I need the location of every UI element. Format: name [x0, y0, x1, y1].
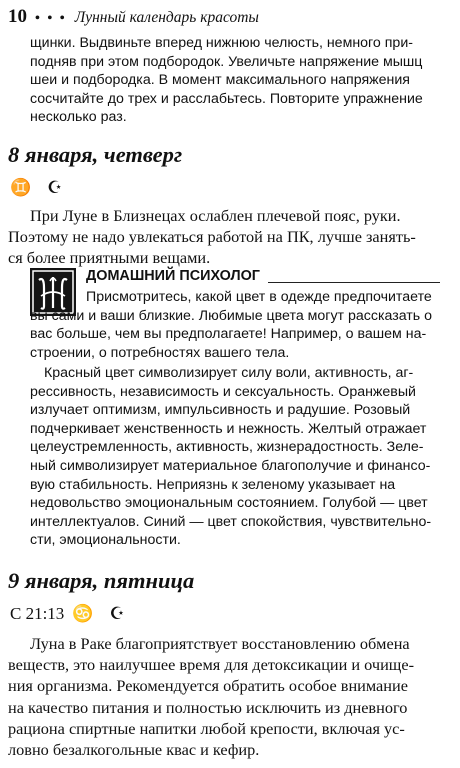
header-dots: • • • — [35, 11, 67, 26]
day-heading: 8 января, четверг — [8, 142, 183, 167]
text-line: целеустремленность, активность, жизнерадостность. Зеле- — [30, 439, 424, 456]
text-line: Присмотритесь, какой цвет в одежде предпочитаете — [86, 289, 432, 305]
text-line: вую стабильность. Неприязнь к зеленому указывает на — [30, 476, 396, 493]
text-line: рациона спиртные напитки любой крепости, включая ус- — [8, 718, 405, 738]
day-paragraph — [8, 205, 416, 269]
text-line: несколько раз. — [30, 109, 127, 126]
gemini-icon: ♊ — [10, 178, 32, 198]
day-heading: 9 января, пятница — [8, 568, 195, 593]
text-line: рессивность, независимость и сексуальность. Оранжевый — [30, 383, 416, 400]
text-line: подчеркивает женственность и нежность. Желтый отражает — [30, 420, 427, 437]
text-line: ся более приятными вещами. — [8, 248, 211, 268]
text-line: сосчитайте до трех и расслабьтесь. Повторите упражнение — [30, 90, 423, 107]
psychologist-box-title: ДОМАШНИЙ ПСИХОЛОГ — [86, 268, 260, 284]
text-line: Луна в Раке благоприятствует восстановлению обмена — [30, 634, 410, 653]
exercise-paragraph — [30, 34, 423, 127]
crescent-moon-icon: ☪ — [109, 604, 125, 624]
running-header — [8, 6, 259, 28]
text-line: интеллектуалов. Синий — цвет спокойствия, чувствительно- — [30, 513, 432, 530]
text-line: веществ, это наилучшее время для детоксикации и очище- — [8, 655, 414, 675]
text-line: на качество питания и полностью исключить из дневного — [8, 697, 408, 717]
psychologist-paragraph-1-first-line — [86, 288, 432, 307]
page-number: 10 — [8, 6, 27, 27]
text-line: ния организма. Рекомендуется обратить особое внимание — [8, 676, 408, 696]
text-line: щинки. Выдвиньте вперед нижнюю челюсть, немного при- — [30, 35, 413, 51]
moon-sign-row — [10, 178, 62, 198]
moon-entry-time: С 21:13 — [10, 604, 65, 623]
text-line: шеи и подбородка. В момент максимального напряжения — [30, 72, 410, 89]
title-rule-divider — [268, 282, 440, 283]
text-line: Красный цвет символизирует силу воли, активность, аг- — [44, 365, 414, 381]
cancer-icon: ♋ — [72, 604, 94, 624]
text-line: излучает оптимизм, импульсивность и радушие. Розовый — [30, 402, 411, 419]
text-line: ловно безалкогольные квас и кефир. — [8, 739, 260, 759]
book-title: Лунный календарь красоты — [74, 9, 259, 26]
text-line: ный символизирует материальное благополучие и финансо- — [30, 457, 431, 474]
text-line: вы сами и ваши близкие. Любимые цвета могут рассказать о — [30, 307, 433, 324]
psychologist-paragraph-1 — [30, 307, 432, 363]
text-line: вас больше, чем вы предполагаете! Например, о вашем на- — [30, 326, 427, 343]
text-line: строении, о потребностях вашего тела. — [30, 344, 290, 361]
text-line: Поэтому не надо увлекаться работой на ПК, лучше занять- — [8, 227, 416, 247]
text-line: При Луне в Близнецах ослаблен плечевой пояс, руки. — [30, 206, 401, 225]
day-paragraph — [8, 633, 414, 760]
text-line: сти, эмоциональности. — [30, 532, 181, 549]
crescent-moon-icon: ☪ — [47, 178, 63, 198]
text-line: недовольство эмоциональным состоянием. Голубой — цвет — [30, 495, 428, 512]
moon-sign-row — [10, 604, 125, 624]
text-line: подняв при этом подбородок. Увеличьте напряжение мышц — [30, 53, 423, 70]
psychologist-paragraph-2 — [30, 364, 431, 550]
